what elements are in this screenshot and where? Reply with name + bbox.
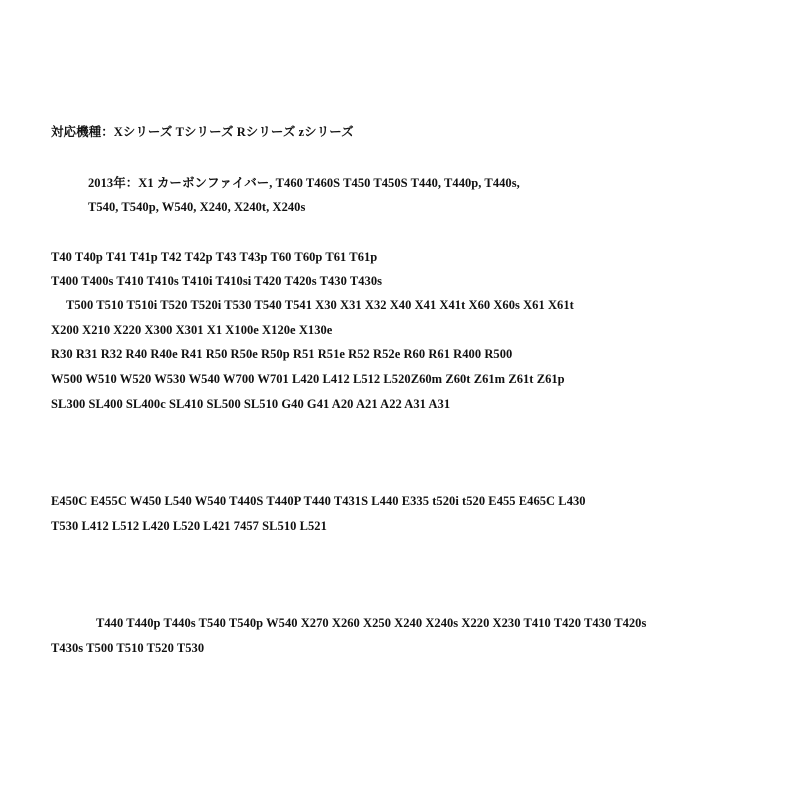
- year-2013-models-line-1: 2013年：X1 カーボンファイバー, T460 T460S T450 T450S T440, T440p, T440s,: [88, 176, 520, 190]
- t-series-model-list-line: T440 T440p T440s T540 T540p W540 X270 X260 X250 X240 X240s X220 X230 T410 T420 T430 T420s: [96, 616, 647, 630]
- year-2013-models-line-2: T540, T540p, W540, X240, X240t, X240s: [88, 200, 306, 214]
- edge-model-list-line: T530 L412 L512 L420 L520 L421 7457 SL510 L521: [51, 519, 327, 533]
- model-list-line: T500 T510 T510i T520 T520i T530 T540 T541 X30 X31 X32 X40 X41 X41t X60 X60s X61 X61t: [66, 298, 574, 312]
- model-list-line: W500 W510 W520 W530 W540 W700 W701 L420 L412 L512 L520Z60m Z60t Z61m Z61t Z61p: [51, 372, 565, 386]
- model-list-line: X200 X210 X220 X300 X301 X1 X100e X120e X130e: [51, 323, 333, 337]
- compatible-models-heading: 対応機種：Xシリーズ Tシリーズ Rシリーズ zシリーズ: [51, 125, 354, 139]
- model-list-line: R30 R31 R32 R40 R40e R41 R50 R50e R50p R51 R51e R52 R52e R60 R61 R400 R500: [51, 347, 513, 361]
- t-series-model-list-line: T430s T500 T510 T520 T530: [51, 641, 205, 655]
- model-list-line: SL300 SL400 SL400c SL410 SL500 SL510 G40 G41 A20 A21 A22 A31 A31: [51, 397, 451, 411]
- model-list-line: T400 T400s T410 T410s T410i T410si T420 T420s T430 T430s: [51, 274, 383, 288]
- edge-model-list-line: E450C E455C W450 L540 W540 T440S T440P T440 T431S L440 E335 t520i t520 E455 E465C L430: [51, 494, 586, 508]
- model-list-line: T40 T40p T41 T41p T42 T42p T43 T43p T60 T60p T61 T61p: [51, 250, 378, 264]
